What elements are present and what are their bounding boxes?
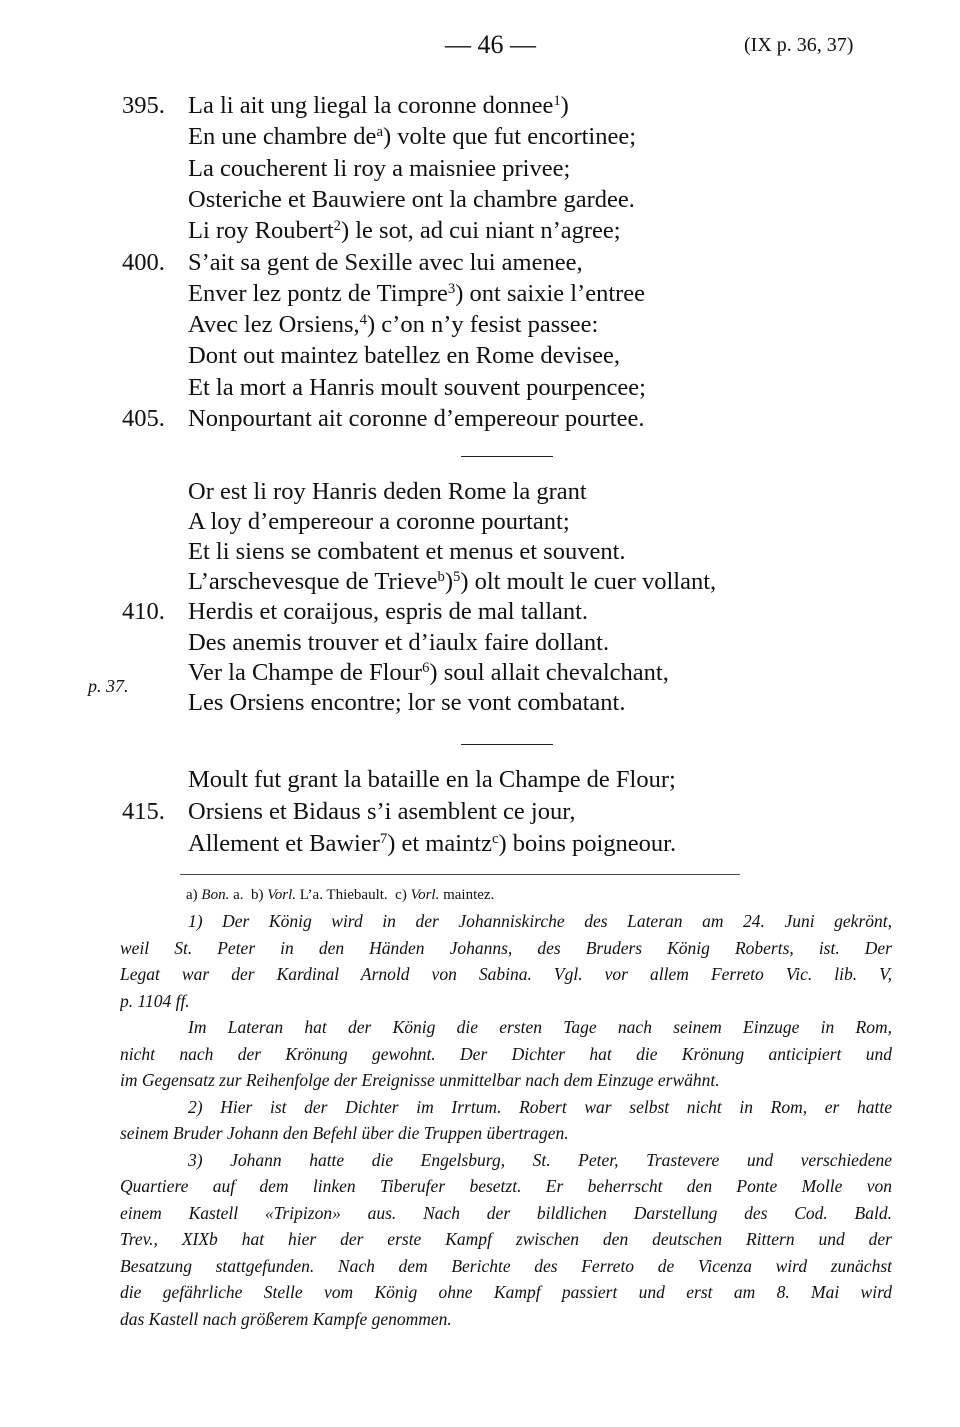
verse-line: [0, 405, 960, 435]
verse-text: [188, 123, 636, 151]
footnote-line: Quartiere auf dem linken Tiberufer besetzt. Er beherrscht den Ponte Molle von: [120, 1176, 892, 1196]
footnote-line: Besatzung stattgefunden. Nach dem Berichte des Ferreto de Vicenza wird zunächst: [120, 1255, 892, 1276]
verse-text-part: ) soul allait chevalchant,: [429, 658, 669, 686]
header-reference: (IX p. 36, 37): [744, 34, 854, 56]
footnote-marker: 5: [453, 569, 461, 586]
verse-text-part: ) le sot, ad cui niant n’agree;: [340, 217, 621, 245]
footnote-line: 2) Hier ist der Dichter im Irrtum. Robert war selbst nicht in Rom, er hatte: [188, 1096, 892, 1117]
footnote-marker: 3: [447, 280, 456, 297]
page-number: — 46 —: [445, 30, 536, 59]
verse-text: [188, 766, 676, 794]
verse-text: [188, 405, 644, 433]
verse-text-part: Moult fut grant la bataille en la Champe de Flour;: [188, 766, 676, 793]
verse-number: 400.: [122, 248, 165, 276]
verse-text: [188, 659, 669, 687]
footnote-rule: [180, 874, 740, 875]
verse-text-part: Dont out maintez batellez en Rome devisee,: [188, 342, 621, 370]
verse-text: [188, 508, 570, 536]
footnote-marker: 1: [553, 92, 561, 109]
verse-text-part: En une chambre de: [188, 123, 377, 151]
footnote-line: einem Kastell «Tripizon» aus. Nach der bildlichen Darstellung des Cod. Bald.: [120, 1202, 892, 1223]
verse-line: [0, 568, 960, 598]
verse-line: [0, 766, 960, 796]
footnote-marker: 7: [379, 830, 388, 847]
verse-text-part: Herdis et coraijous, espris de mal tallant.: [188, 598, 589, 626]
verse-text-part: Nonpourtant ait coronne d’empereour pourtee.: [188, 405, 645, 432]
footnote-marker: 6: [422, 659, 430, 676]
verse-line: [0, 629, 960, 659]
footnote-line: 3) Johann hatte die Engelsburg, St. Peter, Trastevere und verschiedene: [188, 1149, 892, 1170]
verse-text-part: La coucherent li roy a maisniee privee;: [188, 154, 571, 182]
verse-text: [188, 538, 626, 566]
footnote-line: im Gegensatz zur Reihenfolge der Ereignisse unmittelbar nach dem Einzuge erwähnt.: [120, 1070, 720, 1090]
verse-text-part: A loy d’empereour a coronne pourtant;: [188, 508, 570, 536]
footnote-marker: 4: [359, 312, 367, 329]
verse-line: [0, 342, 960, 372]
verse-text: [188, 311, 598, 339]
verse-line: [0, 374, 960, 404]
footnote-line: die gefährliche Stelle vom König ohne Kampf passiert und erst am 8. Mai wird: [120, 1282, 892, 1302]
footnote-marker: c: [491, 830, 499, 847]
verse-text: [188, 798, 576, 826]
verse-text-part: Les Orsiens encontre; lor se vont combatant.: [188, 688, 626, 716]
page-header: [0, 30, 960, 64]
verse-text-part: Allement et Bawier: [188, 830, 380, 857]
verse-number: 410.: [122, 598, 165, 626]
verse-text-part: ): [444, 568, 453, 596]
verse-text: [188, 249, 583, 277]
verse-line: [0, 280, 960, 310]
verse-line: [0, 249, 960, 279]
verse-text-part: L’arschevesque de Trieve: [188, 568, 438, 596]
footnote-line: nicht nach der Krönung gewohnt. Der Dichter hat die Krönung anticipiert und: [120, 1043, 892, 1064]
verse-line: [0, 123, 960, 153]
verse-text-part: Orsiens et Bidaus s’i asemblent ce jour,: [188, 798, 576, 825]
variant-notes: a) Bon. a. b) Vorl. L’a. Thiebault. c) Vorl. maintez.: [186, 887, 495, 903]
verse-text-part: ) c’on n’y fesist passee:: [367, 311, 599, 339]
verse-text-part: Or est li roy Hanris deden Rome la grant: [188, 478, 587, 505]
verse-text-part: Et li siens se combatent et menus et souvent.: [188, 538, 626, 566]
verse-line: [0, 659, 960, 689]
verse-line: [0, 478, 960, 508]
verse-line: [0, 830, 960, 860]
verse-text-part: Avec lez Orsiens,: [188, 311, 360, 339]
verse-text-part: ) ont saixie l’entree: [455, 279, 646, 307]
verse-text: [188, 374, 646, 402]
verse-text-part: ) boins poigneour.: [498, 830, 677, 857]
verse-line: [0, 155, 960, 185]
verse-line: [0, 689, 960, 719]
verse-text-part: ) volte que fut encortinee;: [382, 123, 637, 151]
verse-line: [0, 538, 960, 568]
footnote-line: p. 1104 ff.: [120, 990, 190, 1011]
verse-number: 405.: [122, 405, 165, 432]
verse-text: [188, 689, 625, 717]
verse-text-part: ) et maintz: [387, 830, 492, 857]
footnote-marker: b: [437, 569, 445, 586]
footnote-line: 1) Der König wird in der Johanniskirche des Lateran am 24. Juni gekrönt,: [188, 911, 892, 931]
verse-text-part: Li roy Roubert: [188, 217, 334, 245]
verse-text: [188, 568, 716, 596]
verse-line: [0, 217, 960, 247]
verse-text: [188, 155, 570, 183]
verse-line: [0, 798, 960, 828]
footnote-line: das Kastell nach größerem Kampfe genommen.: [120, 1308, 452, 1329]
verse-text-part: Des anemis trouver et d’iaulx faire dollant.: [188, 628, 610, 656]
verse-line: [0, 508, 960, 538]
verse-text-part: Ver la Champe de Flour: [188, 658, 423, 686]
verse-text-part: ): [560, 92, 569, 119]
section-separator: [461, 744, 553, 745]
verse-line: [0, 92, 960, 122]
margin-page-reference: p. 37.: [88, 676, 129, 696]
verse-number: 415.: [122, 798, 165, 825]
verse-text-part: ) olt moult le cuer vollant,: [460, 568, 717, 596]
section-separator: [461, 456, 553, 457]
verse-text: [188, 217, 621, 245]
verse-text-part: Enver lez pontz de Timpre: [188, 279, 448, 307]
verse-line: [0, 311, 960, 341]
verse-text-part: Et la mort a Hanris moult souvent pourpencee;: [188, 373, 646, 401]
verse-number: 395.: [122, 92, 165, 119]
verse-line: [0, 186, 960, 216]
footnote-marker: 2: [333, 218, 341, 235]
verse-text: [188, 598, 588, 626]
verse-text-part: S’ait sa gent de Sexille avec lui amenee,: [188, 248, 583, 276]
footnote-marker: a: [376, 124, 383, 141]
footnote-line: weil St. Peter in den Händen Johanns, des Bruders König Roberts, ist. Der: [120, 937, 892, 958]
verse-text: [188, 478, 587, 506]
verse-text: [188, 830, 676, 858]
footnote-line: Im Lateran hat der König die ersten Tage nach seinem Einzuge in Rom,: [188, 1017, 892, 1037]
footnote-line: Trev., XIXb hat hier der erste Kampf zwischen den deutschen Rittern und der: [120, 1229, 892, 1249]
footnote-line: Legat war der Kardinal Arnold von Sabina. Vgl. vor allem Ferreto Vic. lib. V,: [120, 964, 892, 984]
verse-text: [188, 280, 645, 308]
verse-line: [0, 598, 960, 628]
verse-text: [188, 186, 635, 214]
verse-text: [188, 342, 620, 370]
footnote-line: seinem Bruder Johann den Befehl über die Truppen übertragen.: [120, 1123, 569, 1143]
verse-text-part: La li ait ung liegal la coronne donnee: [188, 92, 554, 119]
verse-text: [188, 629, 609, 657]
verse-text-part: Osteriche et Bauwiere ont la chambre gardee.: [188, 185, 635, 213]
verse-text: [188, 92, 569, 120]
